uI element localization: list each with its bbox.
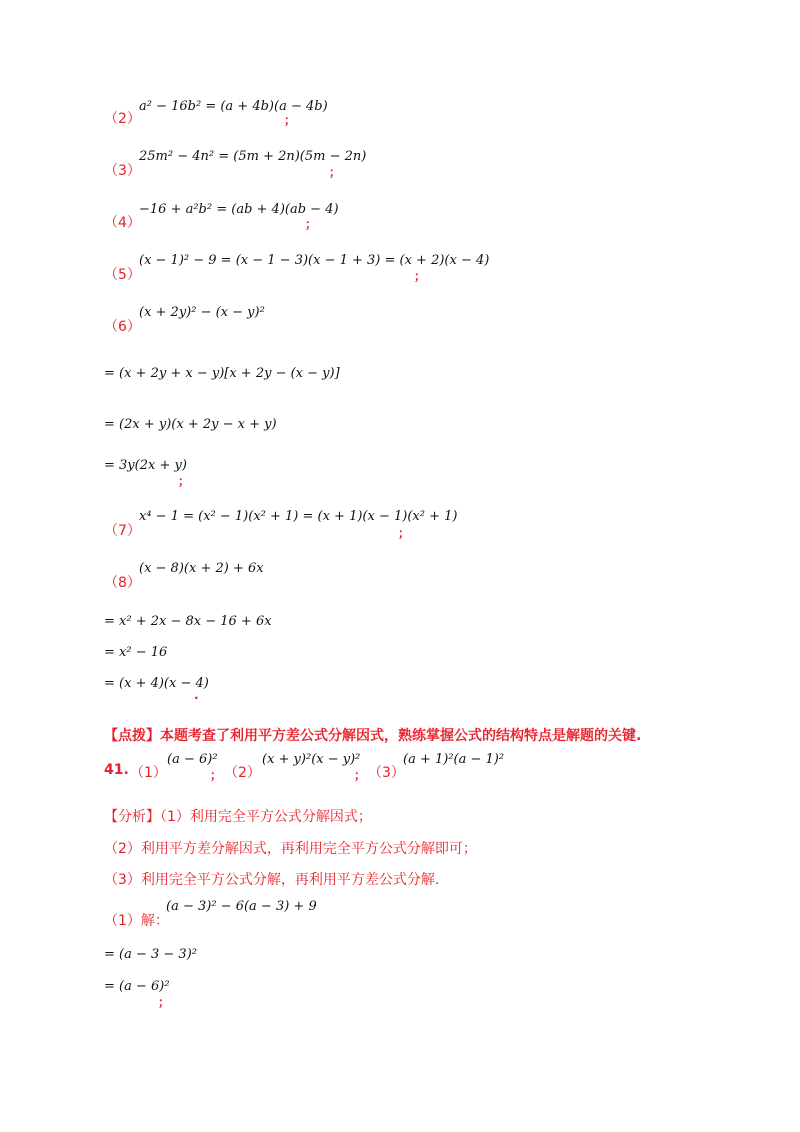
solution-label: （1）解： bbox=[104, 913, 169, 929]
item-4-end: ； bbox=[305, 217, 318, 231]
solution-end: ； bbox=[158, 995, 171, 1009]
solution-expression: (a − 3)² − 6(a − 3) + 9 bbox=[166, 899, 317, 914]
item-5-label: （5） bbox=[104, 267, 141, 283]
item-8-step-2: = x² − 16 bbox=[104, 645, 168, 660]
item-5-equation: (x − 1)² − 9 = (x − 1 − 3)(x − 1 + 3) = (x + 2)(x − 4) bbox=[139, 253, 490, 268]
item-2-label: （2） bbox=[104, 111, 141, 127]
question-41-part-3-label: （3） bbox=[368, 765, 405, 781]
item-3-equation: 25m² − 4n² = (5m + 2n)(5m − 2n) bbox=[139, 149, 367, 164]
question-41-part-1-label: （1） bbox=[130, 765, 167, 781]
item-8-expression: (x − 8)(x + 2) + 6x bbox=[139, 561, 264, 576]
item-2-end: ； bbox=[284, 113, 297, 127]
item-2-equation: a² − 16b² = (a + 4b)(a − 4b) bbox=[139, 99, 328, 114]
tip-note: 【点拨】本题考查了利用平方差公式分解因式，熟练掌握公式的结构特点是解题的关键. bbox=[104, 728, 642, 744]
solution-step-2: = (a − 6)² bbox=[104, 979, 170, 994]
item-7-equation: x⁴ − 1 = (x² − 1)(x² + 1) = (x + 1)(x − 1)(x² + 1) bbox=[139, 509, 458, 524]
question-41-part-2-label: （2） bbox=[224, 765, 261, 781]
item-7-end: ； bbox=[398, 526, 411, 540]
item-5-end: ； bbox=[414, 269, 427, 283]
item-7-label: （7） bbox=[104, 523, 141, 539]
item-4-equation: −16 + a²b² = (ab + 4)(ab − 4) bbox=[139, 202, 339, 217]
item-6-end: ； bbox=[178, 474, 191, 488]
analysis-line-2: （2）利用平方差分解因式，再利用完全平方公式分解即可； bbox=[104, 841, 477, 857]
question-41-part-3-answer: (a + 1)²(a − 1)² bbox=[403, 752, 505, 767]
analysis-line-3: （3）利用完全平方公式分解，再利用平方差公式分解. bbox=[104, 872, 440, 888]
item-6-step-3: = 3y(2x + y) bbox=[104, 458, 187, 473]
item-3-label: （3） bbox=[104, 163, 141, 179]
analysis-line-1: 【分析】（1）利用完全平方公式分解因式； bbox=[104, 809, 372, 825]
item-3-end: ； bbox=[329, 165, 342, 179]
item-8-end: . bbox=[194, 688, 199, 702]
item-6-step-1: = (x + 2y + x − y)[x + 2y − (x − y)] bbox=[104, 366, 340, 381]
item-6-step-2: = (2x + y)(x + 2y − x + y) bbox=[104, 417, 277, 432]
question-41-part-2-answer: (x + y)²(x − y)² bbox=[262, 752, 361, 767]
question-41-part-1-answer: (a − 6)² bbox=[167, 752, 218, 767]
item-8-step-1: = x² + 2x − 8x − 16 + 6x bbox=[104, 614, 272, 629]
item-4-label: （4） bbox=[104, 215, 141, 231]
item-8-label: （8） bbox=[104, 575, 141, 591]
item-8-step-3: = (x + 4)(x − 4) bbox=[104, 676, 209, 691]
item-6-expression: (x + 2y)² − (x − y)² bbox=[139, 305, 265, 320]
question-41-number: 41. bbox=[104, 762, 129, 778]
question-41-part-1-end: ； bbox=[210, 768, 223, 782]
solution-step-1: = (a − 3 − 3)² bbox=[104, 947, 197, 962]
question-41-part-2-end: ； bbox=[354, 768, 367, 782]
item-6-label: （6） bbox=[104, 319, 141, 335]
